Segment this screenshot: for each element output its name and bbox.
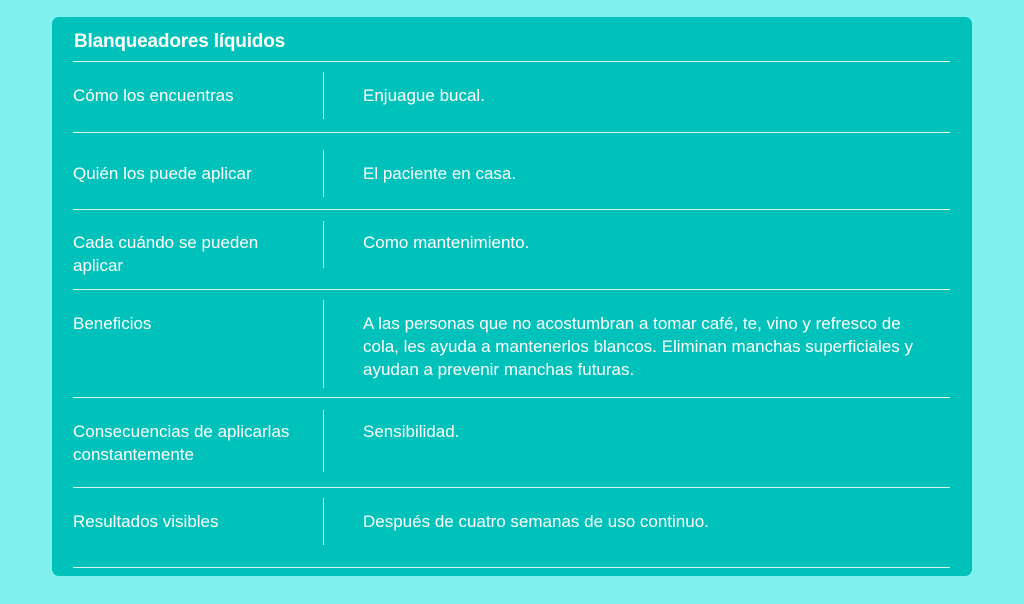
row-value: El paciente en casa. xyxy=(363,164,517,183)
divider xyxy=(73,61,950,62)
divider xyxy=(73,487,950,488)
divider xyxy=(73,397,950,398)
divider xyxy=(73,567,950,568)
row-label: Beneficios xyxy=(73,314,152,333)
row-value: Sensibilidad. xyxy=(363,422,460,441)
row-label: Quién los puede aplicar xyxy=(73,164,252,183)
column-separator xyxy=(323,498,324,545)
row-value: Después de cuatro semanas de uso continuo. xyxy=(363,512,709,531)
divider xyxy=(73,209,950,210)
column-separator xyxy=(323,221,324,268)
row-label: Cómo los encuentras xyxy=(73,86,234,105)
row-value: Enjuague bucal. xyxy=(363,86,485,105)
table-title: Blanqueadores líquidos xyxy=(74,31,285,52)
info-card xyxy=(52,17,972,576)
column-separator xyxy=(323,72,324,119)
column-separator xyxy=(323,410,324,472)
row-label: Resultados visibles xyxy=(73,512,219,531)
divider xyxy=(73,132,950,133)
column-separator xyxy=(323,150,324,197)
row-label: Consecuencias de aplicarlas constantemente xyxy=(73,422,290,464)
divider xyxy=(73,289,950,290)
row-value: Como mantenimiento. xyxy=(363,233,530,252)
column-separator xyxy=(323,300,324,388)
row-value: A las personas que no acostumbran a tomar café, te, vino y refresco de cola, les ayuda a mantenerlos blancos. Eliminan manchas superficiales y ayudan a prevenir manchas futuras. xyxy=(363,314,913,379)
row-label: Cada cuándo se pueden aplicar xyxy=(73,233,259,275)
